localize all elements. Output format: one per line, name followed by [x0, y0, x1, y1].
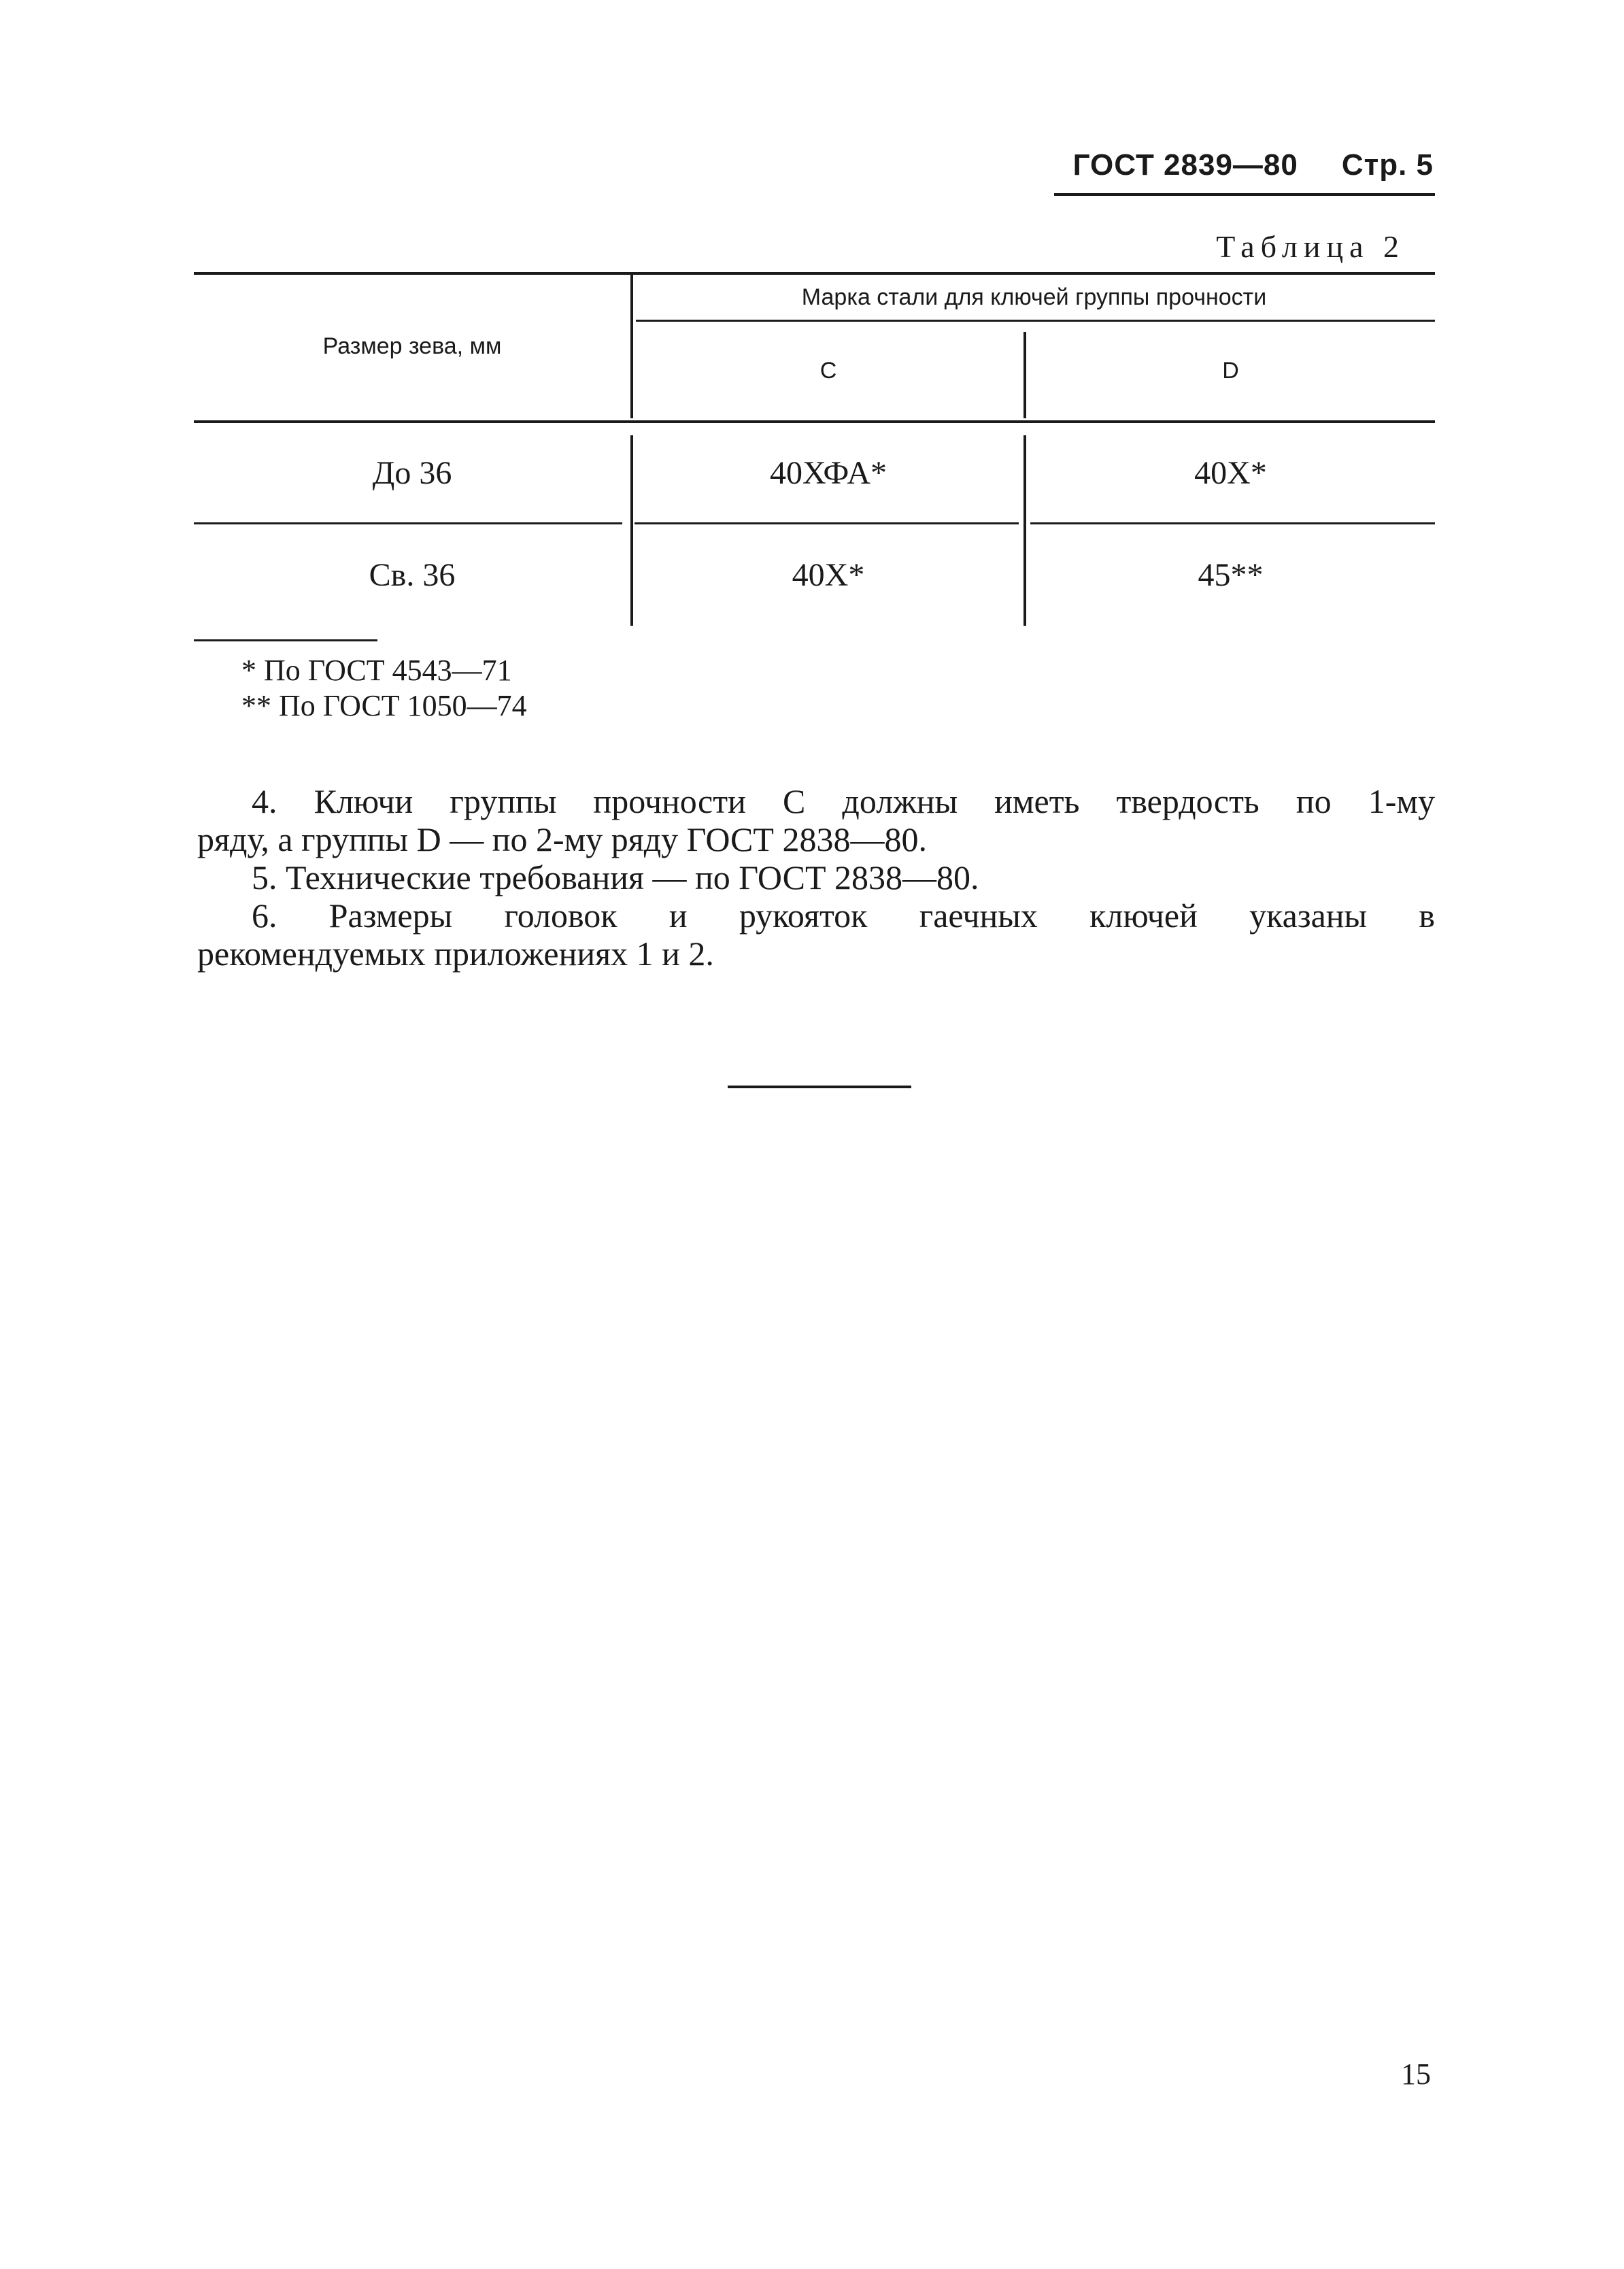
standard-number: ГОСТ 2839—80: [1072, 148, 1298, 182]
body-text: [197, 782, 1435, 973]
page-number: 15: [1401, 2057, 1431, 2091]
paragraph-4-line-1: 4. Ключи группы прочности С должны иметь твердость по 1-му: [252, 782, 1435, 820]
row1-size: До 36: [372, 454, 452, 491]
group-d-header: D: [1222, 358, 1239, 384]
footnote-1: * По ГОСТ 4543—71: [241, 654, 512, 687]
row2-size: Св. 36: [369, 556, 456, 593]
paragraph-6-line-2: рекомендуемых приложениях 1 и 2.: [197, 935, 714, 973]
group-c-header: C: [819, 358, 837, 384]
strength-group-header: Марка стали для ключей группы прочности: [801, 284, 1267, 310]
paragraph-4-line-2: ряду, а группы D — по 2-му ряду ГОСТ 2838—80.: [197, 820, 927, 858]
footnote-separator: [194, 639, 377, 641]
running-header: [1073, 148, 1434, 182]
steel-grade-table: [194, 272, 1435, 626]
footnotes: [241, 653, 527, 724]
page-label: Стр. 5: [1341, 148, 1434, 182]
table-caption: Таблица 2: [1216, 229, 1405, 264]
end-of-section-rule: [728, 1086, 911, 1088]
row2-grade-d: 45**: [1198, 556, 1264, 593]
header-underline: [1054, 193, 1435, 196]
size-column-header: Размер зева, мм: [322, 333, 502, 359]
paragraph-6-line-1: 6. Размеры головок и рукояток гаечных ключей указаны в: [252, 896, 1435, 935]
footnote-2: ** По ГОСТ 1050—74: [241, 689, 527, 722]
row1-grade-d: 40Х*: [1194, 454, 1267, 491]
row1-grade-c: 40ХФА*: [769, 454, 887, 491]
row2-grade-c: 40Х*: [792, 556, 865, 593]
paragraph-5: 5. Технические требования — по ГОСТ 2838—80.: [252, 858, 979, 896]
